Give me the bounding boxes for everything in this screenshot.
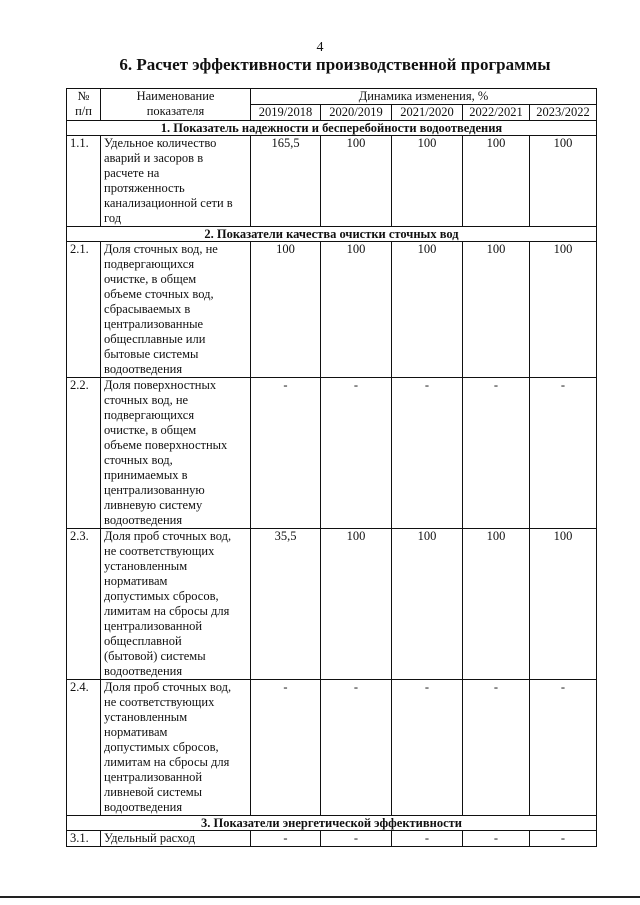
indicator-name-line: расчете на [104, 166, 160, 180]
indicator-name [101, 529, 251, 680]
indicator-name-line: ливневой системы [104, 785, 203, 799]
scan-edge-line [0, 896, 640, 898]
indicator-name-line: общесплавные или [104, 332, 206, 346]
row-number: 3.1. [67, 831, 101, 847]
header-no-line-2: п/п [75, 104, 92, 118]
indicator-name [101, 378, 251, 529]
header-name-line-1: Наименование [136, 89, 215, 103]
dynamics-value: - [530, 680, 597, 816]
indicator-name-line: нормативам [104, 574, 168, 588]
group-row [67, 227, 597, 242]
header-year: 2020/2019 [321, 105, 392, 121]
dynamics-value: 100 [463, 242, 530, 378]
dynamics-value: 100 [392, 242, 463, 378]
dynamics-value: - [463, 680, 530, 816]
group-row [67, 816, 597, 831]
header-year: 2022/2021 [463, 105, 530, 121]
group-title: 3. Показатели энергетической эффективности [67, 816, 597, 831]
dynamics-value: - [251, 680, 321, 816]
indicator-name-line: очистке, в общем [104, 272, 197, 286]
indicator-name-line: централизованную [104, 483, 205, 497]
indicator-name-line: объеме поверхностных [104, 438, 228, 452]
indicator-name-line: подвергающихся [104, 257, 195, 271]
indicator-name-line: установленным [104, 710, 188, 724]
indicator-name-line: сточных вод, [104, 453, 173, 467]
dynamics-value: 100 [321, 242, 392, 378]
indicator-name-line: принимаемых в [104, 468, 188, 482]
indicator-name-line: Доля проб сточных вод, [104, 680, 232, 694]
dynamics-value: 100 [463, 136, 530, 227]
section-title: 6. Расчет эффективности производственной программы [119, 55, 551, 74]
indicator-name-line: очистке, в общем [104, 423, 197, 437]
dynamics-value: - [392, 378, 463, 529]
indicator-name-line: нормативам [104, 725, 168, 739]
indicator-row [67, 378, 597, 529]
indicator-name-line: установленным [104, 559, 188, 573]
page-number: 4 [316, 40, 324, 55]
indicator-name-line: общесплавной [104, 634, 182, 648]
indicator-name-line: водоотведения [104, 800, 183, 814]
indicator-name-line: не соответствующих [104, 695, 215, 709]
dynamics-value: - [321, 378, 392, 529]
dynamics-value: - [530, 831, 597, 847]
indicator-name [101, 831, 251, 847]
header-row-1 [67, 89, 597, 105]
indicator-name-line: Доля поверхностных [104, 378, 217, 392]
dynamics-value: 100 [530, 242, 597, 378]
indicator-row [67, 831, 597, 847]
dynamics-value: - [251, 831, 321, 847]
dynamics-value: 100 [392, 529, 463, 680]
group-title: 2. Показатели качества очистки сточных вод [67, 227, 597, 242]
indicator-name [101, 242, 251, 378]
dynamics-value: - [321, 680, 392, 816]
indicator-name-line: канализационной сети в [104, 196, 233, 210]
dynamics-value: - [321, 831, 392, 847]
indicator-name-line: водоотведения [104, 664, 183, 678]
dynamics-value: - [463, 831, 530, 847]
dynamics-value: 100 [530, 136, 597, 227]
indicator-name-line: лимитам на сбросы для [104, 755, 230, 769]
header-year: 2021/2020 [392, 105, 463, 121]
header-name-line-2: показателя [146, 104, 205, 118]
indicator-row [67, 242, 597, 378]
indicator-name-line: не соответствующих [104, 544, 215, 558]
indicator-name-line: (бытовой) системы [104, 649, 206, 663]
header-name-cell [101, 89, 251, 121]
dynamics-value: - [251, 378, 321, 529]
row-number: 2.2. [67, 378, 101, 529]
dynamics-value: 100 [321, 529, 392, 680]
indicator-name-line: допустимых сбросов, [104, 740, 219, 754]
indicator-name-line: Доля проб сточных вод, [104, 529, 232, 543]
header-year: 2023/2022 [530, 105, 597, 121]
header-year: 2019/2018 [251, 105, 321, 121]
dynamics-value: 35,5 [251, 529, 321, 680]
indicator-name-line: объеме сточных вод, [104, 287, 214, 301]
dynamics-value: 100 [251, 242, 321, 378]
row-number: 1.1. [67, 136, 101, 227]
dynamics-value: 100 [530, 529, 597, 680]
indicator-row [67, 529, 597, 680]
header-no-cell [67, 89, 101, 121]
indicator-name-line: водоотведения [104, 513, 183, 527]
indicator-name-line: аварий и засоров в [104, 151, 204, 165]
indicator-name-line: Удельное количество [104, 136, 217, 150]
indicator-name-line: подвергающихся [104, 408, 195, 422]
indicator-name-line: Удельный расход [104, 831, 196, 845]
group-title: 1. Показатель надежности и бесперебойности водоотведения [67, 121, 597, 136]
header-dynamics: Динамика изменения, % [251, 89, 597, 105]
indicator-name [101, 680, 251, 816]
dynamics-value: - [392, 680, 463, 816]
indicator-name-line: год [104, 211, 122, 225]
indicator-name-line: протяженность [104, 181, 185, 195]
indicator-name [101, 136, 251, 227]
indicator-name-line: бытовые системы [104, 347, 199, 361]
indicator-name-line: ливневую систему [104, 498, 203, 512]
group-row [67, 121, 597, 136]
dynamics-value: - [463, 378, 530, 529]
indicator-name-line: допустимых сбросов, [104, 589, 219, 603]
dynamics-value: 165,5 [251, 136, 321, 227]
indicator-row [67, 136, 597, 227]
dynamics-value: - [530, 378, 597, 529]
dynamics-value: 100 [463, 529, 530, 680]
row-number: 2.1. [67, 242, 101, 378]
indicator-name-line: централизованной [104, 770, 203, 784]
row-number: 2.3. [67, 529, 101, 680]
indicator-name-line: сбрасываемых в [104, 302, 191, 316]
indicator-name-line: лимитам на сбросы для [104, 604, 230, 618]
dynamics-value: 100 [321, 136, 392, 227]
indicator-name-line: Доля сточных вод, не [104, 242, 218, 256]
indicator-name-line: централизованные [104, 317, 204, 331]
indicator-name-line: водоотведения [104, 362, 183, 376]
indicator-name-line: сточных вод, не [104, 393, 189, 407]
header-no-line-1: № [77, 89, 90, 103]
efficiency-table [66, 88, 597, 847]
row-number: 2.4. [67, 680, 101, 816]
dynamics-value: 100 [392, 136, 463, 227]
indicator-name-line: централизованной [104, 619, 203, 633]
indicator-row [67, 680, 597, 816]
dynamics-value: - [392, 831, 463, 847]
